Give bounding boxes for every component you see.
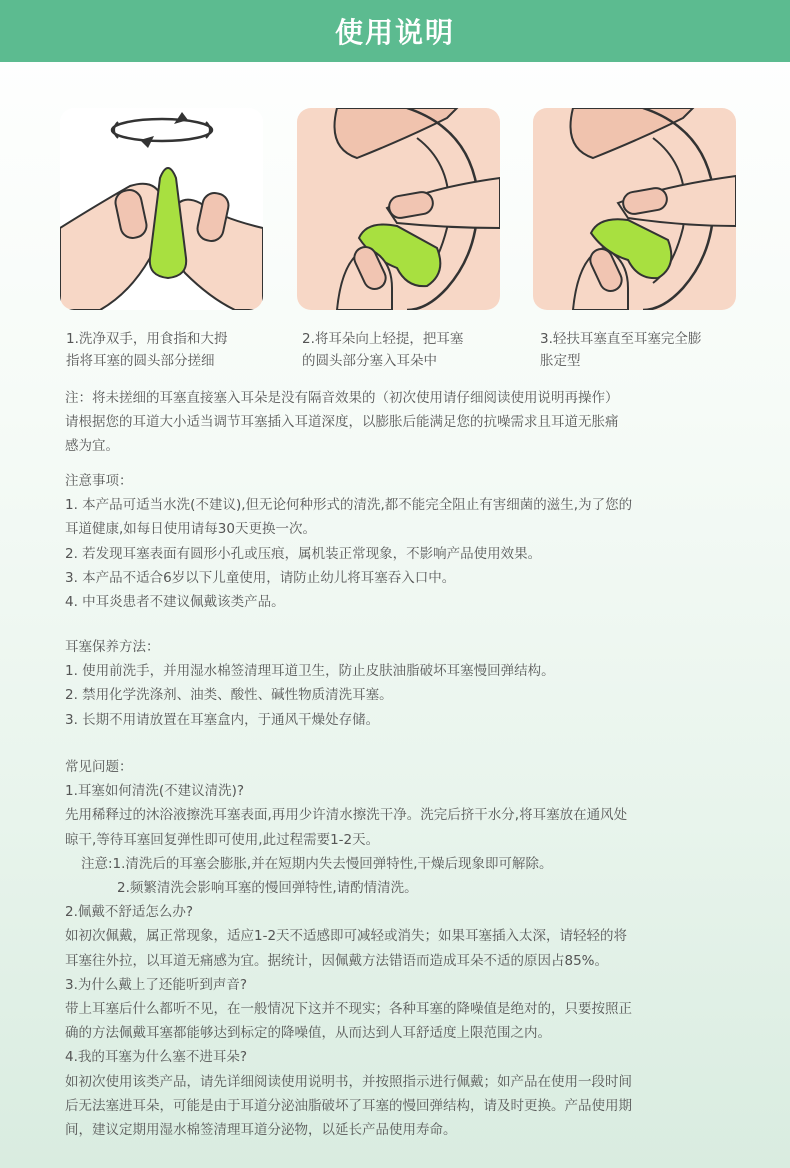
caption-line: 2.将耳朵向上轻提，把耳塞 [302,331,464,347]
faq-answer-line: 如初次使用该类产品，请先详细阅读使用说明书，并按照指示进行佩戴；如产品在使用一段时间 [65,1073,632,1090]
maintenance-section [65,635,555,732]
faq-question: 1.耳塞如何清洗(不建议清洗)? [65,783,245,800]
faq-question: 2.佩戴不舒适怎么办? [65,904,194,921]
faq-title: 常见问题： [65,759,133,775]
precautions-line: 4. 中耳炎患者不建议佩戴该类产品。 [65,594,285,611]
step-2-illustration [297,108,500,310]
faq-question: 3.为什么戴上了还能听到声音? [65,976,248,993]
precautions-line: 耳道健康,如每日使用请每30天更换一次。 [65,521,316,538]
step-2-caption [302,328,512,372]
precautions-section [65,469,632,614]
precautions-line: 3. 本产品不适合6岁以下儿童使用，请防止幼儿将耳塞吞入口中。 [65,569,456,586]
faq-section [65,755,632,1142]
note-line: 感为宜。 [65,438,119,455]
faq-answer-line: 晾干,等待耳塞回复弹性即可使用,此过程需要1-2天。 [65,831,380,848]
note-line: 注：将未搓细的耳塞直接塞入耳朵是没有隔音效果的（初次使用请仔细阅读使用说明再操作） [65,390,619,406]
note-line: 请根据您的耳道大小适当调节耳塞插入耳道深度，以膨胀后能满足您的抗噪需求且耳道无胀痛 [65,414,619,431]
maintenance-title: 耳塞保养方法： [65,639,160,655]
step-3-caption [540,328,750,372]
faq-answer-line: 确的方法佩戴耳塞都能够达到标定的降噪值，从而达到人耳舒适度上限范围之内。 [65,1025,551,1042]
step-1-caption [66,328,276,372]
precautions-title: 注意事项： [65,473,133,489]
caption-line: 的圆头部分塞入耳朵中 [302,353,437,369]
precautions-line: 1. 本产品可适当水洗(不建议),但无论何种形式的清洗,都不能完全阻止有害细菌的滋生,为了您的 [65,497,633,514]
step-3-illustration [533,108,736,310]
faq-answer-line: 带上耳塞后什么都听不见，在一般情况下这并不现实；各种耳塞的降噪值是绝对的，只要按照正 [65,1001,632,1018]
caption-line: 3.轻扶耳塞直至耳塞完全膨 [540,331,702,347]
faq-answer-line: 耳塞往外拉，以耳道无痛感为宜。据统计，因佩戴方法错语而造成耳朵不适的原因占85%。 [65,952,609,969]
faq-question: 4.我的耳塞为什么塞不进耳朵? [65,1049,248,1066]
caption-line: 胀定型 [540,353,581,369]
page-title: 使用说明 [334,16,455,49]
maintenance-line: 2. 禁用化学洗涤剂、油类、酸性、碱性物质清洗耳塞。 [65,687,393,704]
caption-line: 指将耳塞的圆头部分搓细 [66,353,215,369]
maintenance-line: 3. 长期不用请放置在耳塞盒内，于通风干燥处存储。 [65,711,380,728]
page-header [0,0,790,62]
precautions-line: 2. 若发现耳塞表面有圆形小孔或压痕，属机装正常现象，不影响产品使用效果。 [65,545,542,562]
faq-answer-line: 间，建议定期用湿水棉签清理耳道分泌物，以延长产品使用寿命。 [65,1122,457,1139]
faq-note-line: 2.频繁清洗会影响耳塞的慢回弹特性,请酌情清洗。 [117,880,418,897]
faq-answer-line: 先用稀释过的沐浴液擦洗耳塞表面,再用少许清水擦洗干净。洗完后挤干水分,将耳塞放在通风处 [65,807,628,824]
maintenance-line: 1. 使用前洗手，并用湿水棉签清理耳道卫生，防止皮肤油脂破坏耳塞慢回弹结构。 [65,663,555,680]
caption-line: 1.洗净双手，用食指和大拇 [66,331,228,347]
faq-answer-line: 如初次佩戴，属正常现象，适应1-2天不适感即可减轻或消失；如果耳塞插入太深，请轻轻的将 [65,928,628,945]
note-block [65,386,619,459]
faq-note-line: 注意:1.清洗后的耳塞会膨胀,并在短期内失去慢回弹特性,干燥后现象即可解除。 [81,855,553,872]
step-1-illustration [60,108,263,310]
faq-answer-line: 后无法塞进耳朵，可能是由于耳道分泌油脂破坏了耳塞的慢回弹结构，请及时更换。产品使用期 [65,1097,632,1114]
